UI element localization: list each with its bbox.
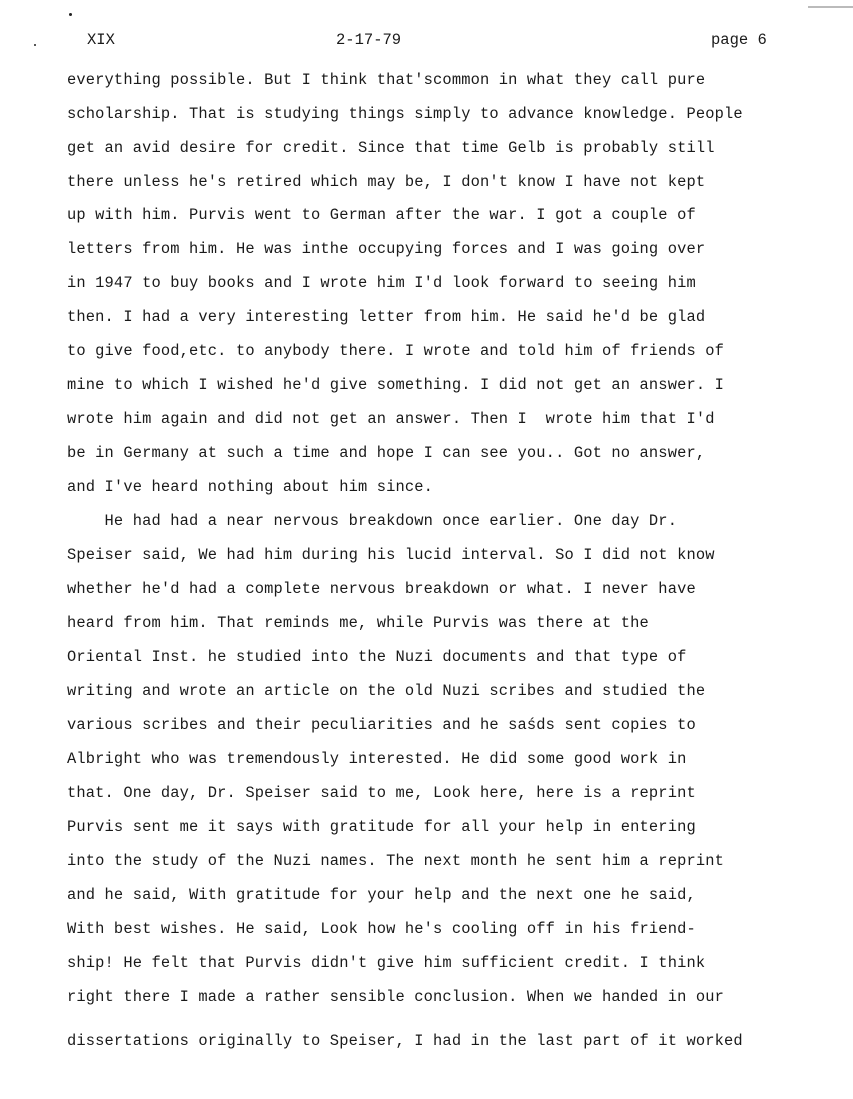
text-line: that. One day, Dr. Speiser said to me, Look here, here is a reprint xyxy=(67,784,696,802)
text-line: letters from him. He was inthe occupying forces and I was going over xyxy=(67,240,706,258)
text-line: and he said, With gratitude for your help and the next one he said, xyxy=(67,886,696,904)
text-line: then. I had a very interesting letter from him. He said he'd be glad xyxy=(67,308,706,326)
text-line: Albright who was tremendously interested. He did some good work in xyxy=(67,750,687,768)
text-line: wrote him again and did not get an answer. Then I wrote him that I'd xyxy=(67,410,715,428)
text-line: into the study of the Nuzi names. The next month he sent him a reprint xyxy=(67,852,725,870)
text-line: Oriental Inst. he studied into the Nuzi documents and that type of xyxy=(67,648,687,666)
text-line: up with him. Purvis went to German after the war. I got a couple of xyxy=(67,206,696,224)
text-line: writing and wrote an article on the old Nuzi scribes and studied the xyxy=(67,682,706,700)
stray-ink-dot xyxy=(69,13,72,16)
text-line: Purvis sent me it says with gratitude for all your help in entering xyxy=(67,818,696,836)
page-number-label: page 6 xyxy=(711,31,767,49)
text-line: mine to which I wished he'd give something. I did not get an answer. I xyxy=(67,376,725,394)
text-line: Speiser said, We had him during his lucid interval. So I did not know xyxy=(67,546,715,564)
date-label: 2-17-79 xyxy=(336,31,402,49)
scan-edge-mark xyxy=(808,6,853,8)
text-line: there unless he's retired which may be, I don't know I have not kept xyxy=(67,173,706,191)
text-line: in 1947 to buy books and I wrote him I'd look forward to seeing him xyxy=(67,274,696,292)
text-line: to give food,etc. to anybody there. I wrote and told him of friends of xyxy=(67,342,725,360)
text-line: various scribes and their peculiarities and he saśds sent copies to xyxy=(67,716,696,734)
text-line: everything possible. But I think that'scommon in what they call pure xyxy=(67,71,706,89)
text-line: He had had a near nervous breakdown once earlier. One day Dr. xyxy=(67,512,678,530)
chapter-label: XIX xyxy=(87,31,115,49)
text-line: and I've heard nothing about him since. xyxy=(67,478,434,496)
text-line: whether he'd had a complete nervous breakdown or what. I never have xyxy=(67,580,696,598)
text-line: get an avid desire for credit. Since that time Gelb is probably still xyxy=(67,139,715,157)
text-line: heard from him. That reminds me, while Purvis was there at the xyxy=(67,614,649,632)
text-line: With best wishes. He said, Look how he's cooling off in his friend- xyxy=(67,920,696,938)
text-line: scholarship. That is studying things simply to advance knowledge. People xyxy=(67,105,743,123)
text-line: ship! He felt that Purvis didn't give him sufficient credit. I think xyxy=(67,954,706,972)
text-line: be in Germany at such a time and hope I can see you.. Got no answer, xyxy=(67,444,706,462)
text-line: dissertations originally to Speiser, I had in the last part of it worked xyxy=(67,1032,743,1050)
text-line: right there I made a rather sensible conclusion. When we handed in our xyxy=(67,988,725,1006)
page-header xyxy=(0,31,853,53)
